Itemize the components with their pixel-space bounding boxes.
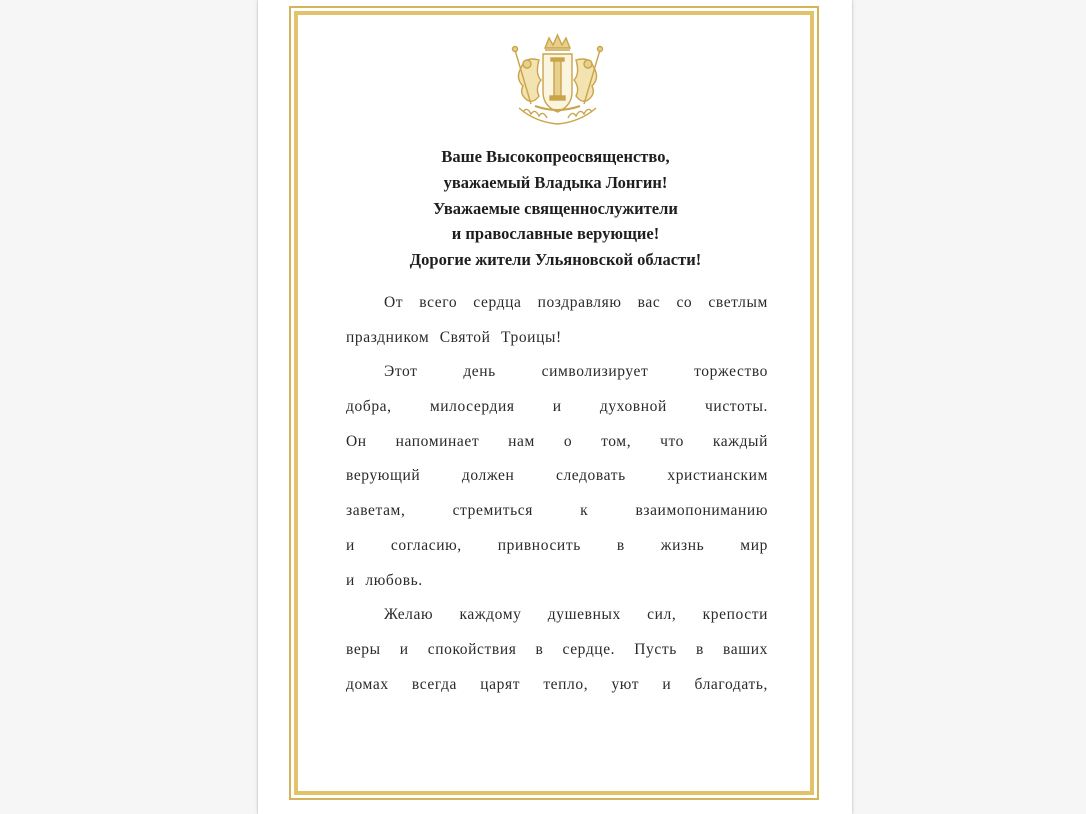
body-line — [346, 425, 768, 460]
body-word: Он — [346, 432, 367, 450]
body-word: всего — [419, 294, 458, 311]
body-word: тепло, — [543, 675, 589, 693]
body-word: что — [660, 432, 684, 450]
body-word: том, — [601, 432, 632, 450]
body-word: со — [676, 294, 693, 311]
body-word: вас — [637, 294, 661, 311]
body-word: сердца — [473, 294, 522, 311]
body-word: день — [463, 363, 496, 381]
body-word: к — [580, 502, 589, 520]
body-line — [346, 529, 768, 564]
body-word: в — [696, 640, 704, 658]
body-line — [346, 390, 768, 425]
body-word: торжество — [694, 363, 768, 381]
body-word: всегда — [411, 675, 458, 693]
body-word: заветам, — [346, 502, 406, 520]
body-word: и — [346, 536, 355, 554]
body-word: привносить — [497, 536, 581, 554]
body-word: следовать — [555, 467, 626, 485]
body-word: сердце. — [562, 640, 616, 658]
body-line: и любовь. — [346, 571, 423, 589]
body-word: и — [399, 640, 409, 658]
body-line — [346, 494, 768, 529]
body-word: каждый — [712, 432, 768, 450]
body-word: взаимопониманию — [635, 502, 768, 520]
body-word: благодать, — [694, 675, 768, 693]
letter-body — [346, 286, 768, 702]
coat-of-arms-icon — [505, 30, 610, 128]
salutation-line: Дорогие жители Ульяновской области! — [409, 250, 702, 270]
body-word: верующий — [346, 467, 421, 485]
body-word: символизирует — [541, 363, 649, 381]
body-word: каждому — [459, 606, 522, 624]
body-line — [346, 286, 768, 321]
body-word: царят — [480, 675, 521, 693]
body-line — [346, 668, 768, 703]
body-word: согласию, — [390, 536, 462, 554]
salutation-block — [328, 144, 783, 273]
body-word: должен — [461, 467, 515, 485]
document-page — [258, 0, 852, 814]
body-word: добра, — [346, 398, 392, 416]
body-word: Пусть — [634, 640, 677, 658]
body-word: чистоты. — [705, 398, 768, 416]
body-word: сил, — [647, 606, 677, 624]
salutation-line: Ваше Высокопреосвященство, — [441, 147, 670, 166]
body-word: крепости — [702, 606, 768, 624]
body-word: душевных — [547, 606, 621, 624]
body-word: уют — [611, 675, 640, 693]
body-line: праздником Святой Троицы! — [346, 328, 562, 346]
body-word: стремиться — [452, 502, 534, 520]
body-word: напоминает — [395, 432, 480, 450]
salutation-line: уважаемый Владыка Лонгин! — [443, 172, 668, 192]
body-line — [346, 598, 768, 633]
body-word: жизнь — [660, 536, 705, 554]
body-word: домах — [346, 675, 389, 693]
salutation-line: и православные верующие! — [451, 224, 660, 244]
body-word: ваших — [723, 640, 768, 658]
body-word: мир — [740, 536, 768, 554]
body-word: поздравляю — [537, 294, 622, 311]
body-word: От — [384, 294, 404, 311]
body-line — [346, 633, 768, 668]
body-word: нам — [508, 432, 535, 450]
body-line — [346, 355, 768, 390]
body-word: милосердия — [429, 398, 515, 416]
body-word: спокойствия — [427, 640, 517, 658]
body-word: христианским — [667, 467, 768, 485]
salutation-line: Уважаемые священнослужители — [433, 198, 678, 218]
body-word: о — [563, 432, 573, 450]
body-word: Желаю — [384, 606, 434, 624]
body-word: и — [552, 398, 562, 416]
body-word: и — [662, 675, 672, 693]
body-line — [346, 459, 768, 494]
body-word: духовной — [599, 398, 667, 416]
body-word: в — [535, 640, 544, 658]
body-word: в — [616, 536, 625, 554]
body-word: Этот — [384, 363, 418, 381]
body-word: веры — [346, 640, 381, 658]
body-word: светлым — [708, 294, 768, 311]
